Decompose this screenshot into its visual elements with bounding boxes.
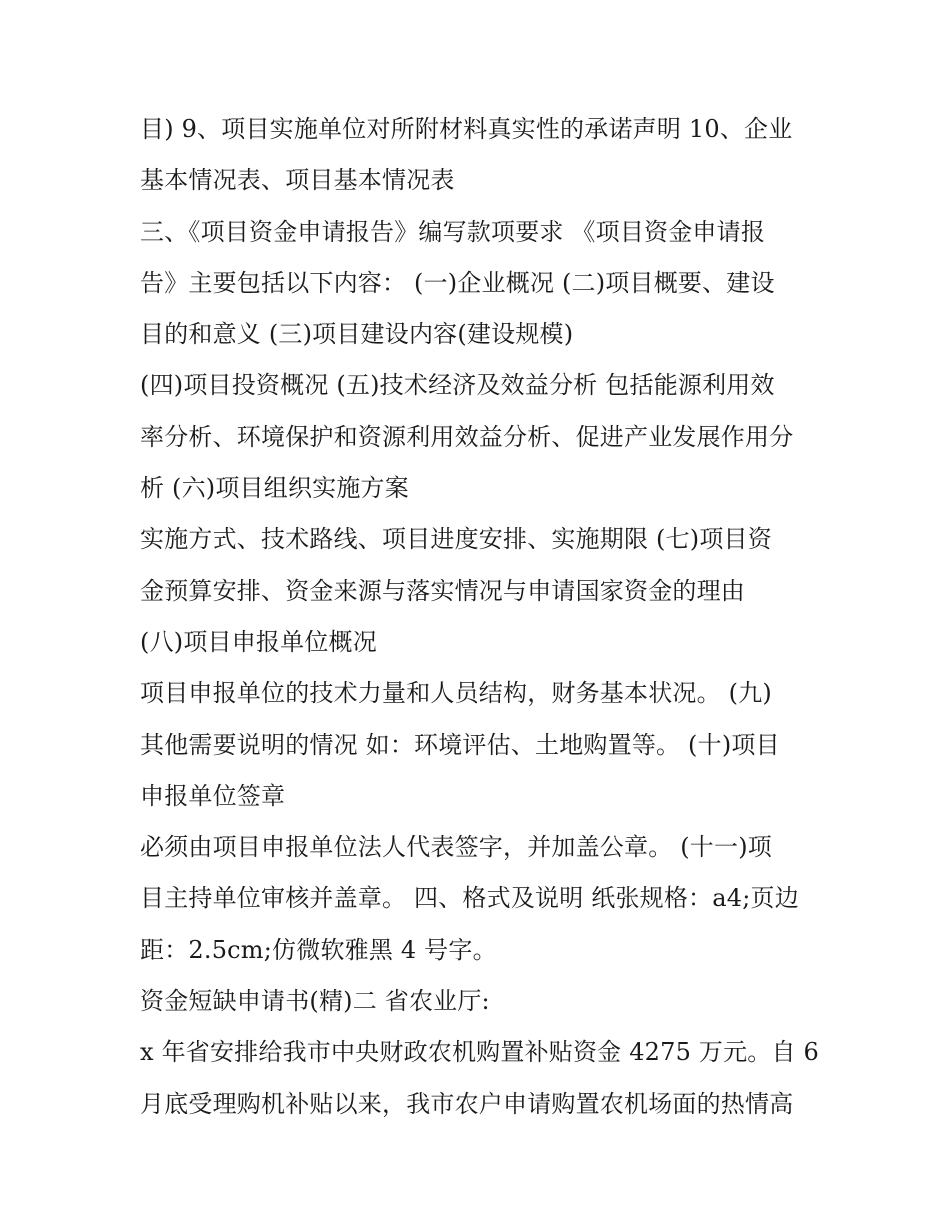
text-line: 金预算安排、资金来源与落实情况与申请国家资金的理由	[140, 576, 745, 605]
text-line: 率分析、环境保护和资源利用效益分析、促进产业发展作用分	[140, 422, 794, 451]
text-line: 三、《项目资金申请报告》编写款项要求 《项目资金申请报	[140, 217, 766, 246]
text-line: 距：2.5cm;仿微软雅黑 4 号字。	[140, 935, 497, 964]
text-line: 项目申报单位的技术力量和人员结构，财务基本状况。 (九)	[140, 679, 772, 708]
text-line: 基本情况表、项目基本情况表	[140, 166, 455, 195]
text-line: 资金短缺申请书(精)二 省农业厅:	[140, 987, 490, 1016]
text-line: 告》主要包括以下内容： (一)企业概况 (二)项目概要、建设	[140, 268, 775, 297]
text-line: 申报单位签章	[140, 781, 286, 810]
text-line: (四)项目投资概况 (五)技术经济及效益分析 包括能源利用效	[140, 371, 775, 400]
text-line: 必须由项目申报单位法人代表签字，并加盖公章。 (十一)项	[140, 833, 772, 862]
text-line: 目) 9、项目实施单位对所附材料真实性的承诺声明 10、企业	[140, 115, 793, 143]
text-line: (八)项目申报单位概况	[140, 627, 377, 656]
text-line: 其他需要说明的情况 如：环境评估、土地购置等。 (十)项目	[140, 730, 780, 759]
text-line: 目主持单位审核并盖章。 四、格式及说明 纸张规格：a4;页边	[140, 884, 799, 913]
text-line: 月底受理购机补贴以来，我市农户申请购置农机场面的热情高	[140, 1089, 794, 1118]
text-line: 实施方式、技术路线、项目进度安排、实施期限 (七)项目资	[140, 525, 772, 554]
text-line: x 年省安排给我市中央财政农机购置补贴资金 4275 万元。自 6	[140, 1038, 819, 1067]
document-body	[140, 104, 820, 1130]
text-line: 目的和意义 (三)项目建设内容(建设规模)	[140, 320, 574, 349]
text-line: 析 (六)项目组织实施方案	[140, 474, 409, 503]
